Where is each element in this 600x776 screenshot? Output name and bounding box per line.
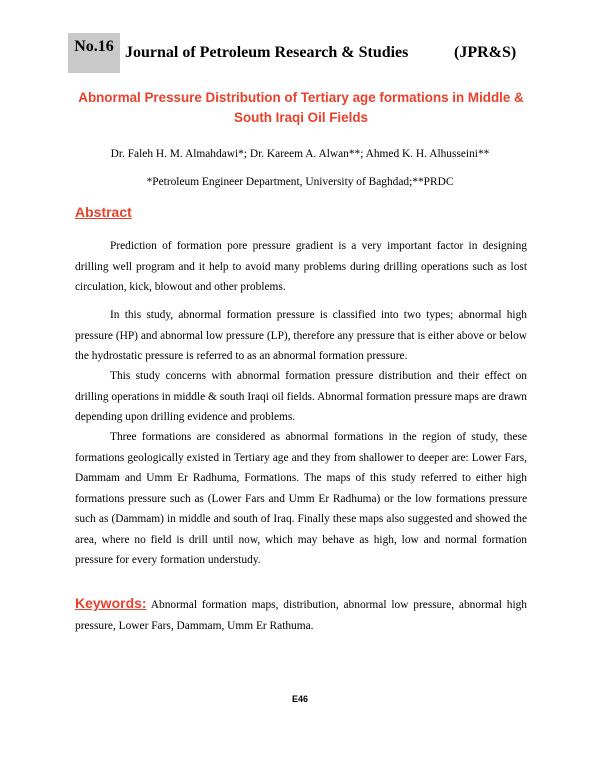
page-number: E46 — [291, 694, 308, 704]
abstract-paragraph-4: Three formations are considered as abnormal formations in the region of study, these formations geologically existed in Tertiary age and they from shallower to deeper are: Lower Fars, Dammam and Umm Er Radhuma, Formations. The maps of this study referred to either high formations pressure such as (Lower Fars and Umm Er Radhuma) or the low formations pressure such as (Dammam) in middle and south of Iraq. Finally these maps also suggested and showed the area, where no field is drill until now, which may behave as high, low and normal formation pressure for every formation understudy. — [75, 431, 527, 566]
authors-line: Dr. Faleh H. M. Almahdawi*; Dr. Kareem A. Alwan**; Ahmed K. H. Alhusseini** — [110, 148, 490, 160]
keywords-label: Keywords: — [75, 595, 147, 611]
paper-title: Abnormal Pressure Distribution of Tertiary age formations in Middle & South Iraqi Oil Fields — [78, 90, 524, 125]
issue-number-badge: No.16 — [68, 33, 120, 73]
abstract-paragraph-1: Prediction of formation pore pressure gradient is a very important factor in designing drilling well program and it help to avoid many problems during drilling operations such as lost circulation, kick, blowout and other problems. — [75, 240, 527, 293]
journal-title: Journal of Petroleum Research & Studies — [125, 44, 409, 61]
journal-abbreviation: (JPR&S) — [454, 44, 517, 61]
keywords-paragraph — [75, 593, 527, 637]
abstract-heading: Abstract — [75, 204, 132, 220]
affiliation-line: *Petroleum Engineer Department, University of Baghdad;**PRDC — [146, 176, 454, 188]
abstract-paragraph-2: In this study, abnormal formation pressure is classified into two types; abnormal high pressure (HP) and abnormal low pressure (LP), therefore any pressure that is either above or below the hydrostatic pressure is referred to as an abnormal formation pressure. — [75, 309, 527, 362]
abstract-paragraph-3: This study concerns with abnormal formation pressure distribution and their effect on drilling operations in middle & south Iraqi oil fields. Abnormal formation pressure maps are drawn depending upon drilling evidence and problems. — [75, 370, 527, 423]
keywords-text: Abnormal formation maps, distribution, abnormal low pressure, abnormal high pressure, Lower Fars, Dammam, Umm Er Rathuma. — [75, 599, 528, 632]
